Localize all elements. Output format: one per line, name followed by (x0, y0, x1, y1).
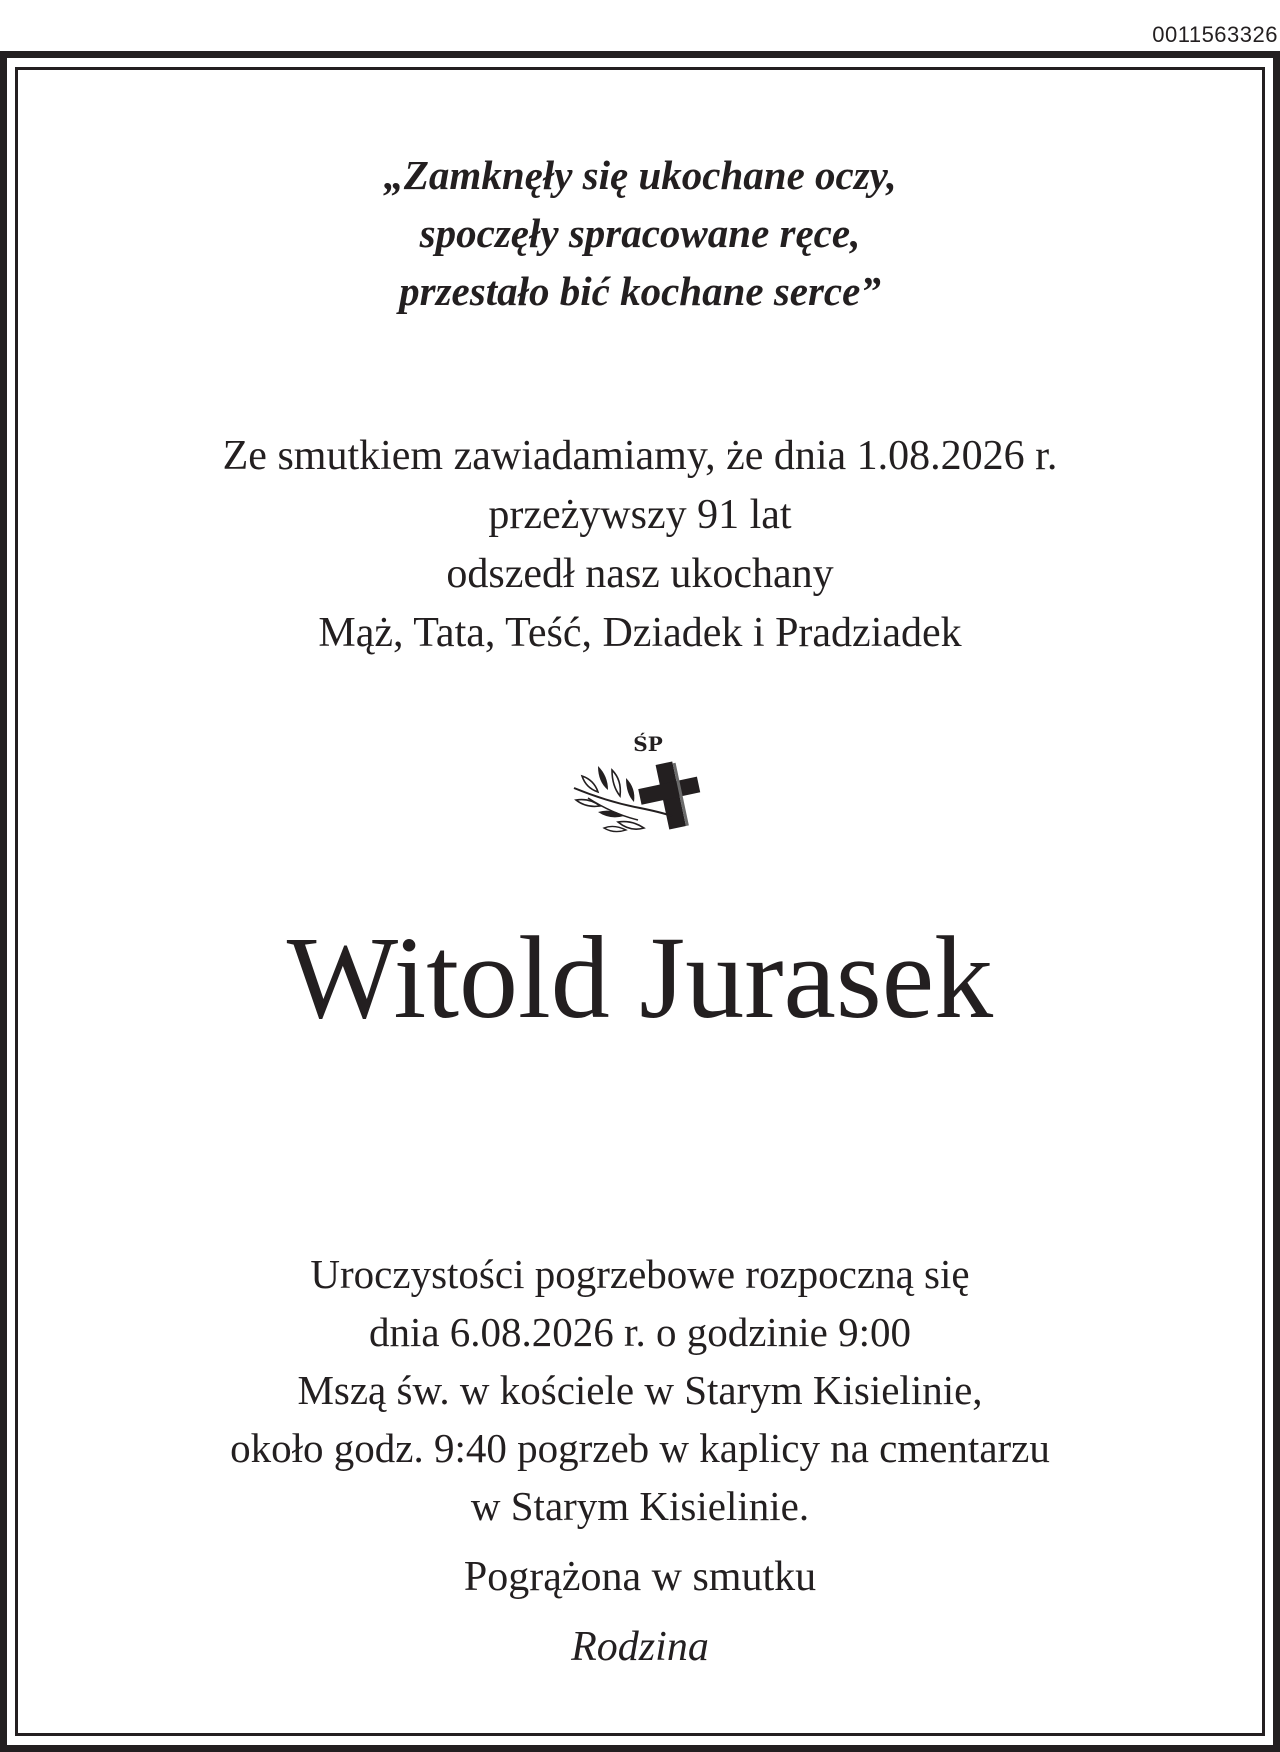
funeral-line: Mszą św. w kościele w Starym Kisielinie, (297, 1367, 983, 1413)
memorial-emblem (568, 732, 728, 842)
quote-line: przestało bić kochane serce” (399, 268, 881, 314)
memorial-quote (18, 146, 1262, 320)
signature: Rodzina (571, 1624, 709, 1670)
notice-id: 0011563326 (1152, 22, 1278, 47)
funeral-line: w Starym Kisielinie. (470, 1483, 810, 1529)
death-announcement (18, 427, 1262, 663)
deceased-name: Witold Jurasek (286, 912, 994, 1043)
quote-line: spoczęły spracowane ręce, (419, 210, 861, 256)
cross-with-branch-icon (568, 758, 728, 838)
closing-phrase: Pogrążona w smutku (463, 1554, 817, 1600)
emblem-text: ŚP (633, 732, 663, 756)
funeral-line: dnia 6.08.2026 r. o godzinie 9:00 (368, 1309, 912, 1355)
announcement-line: Ze smutkiem zawiadamiamy, że dnia 1.08.2026 r. (222, 433, 1058, 479)
announcement-line: Mąż, Tata, Teść, Dziadek i Pradziadek (318, 610, 962, 656)
obituary-content (18, 70, 1262, 1733)
funeral-details (18, 1245, 1262, 1535)
funeral-line: Uroczystości pogrzebowe rozpoczną się (310, 1251, 970, 1297)
quote-line: „Zamknęły się ukochane oczy, (383, 152, 897, 198)
announcement-line: odszedł nasz ukochany (446, 551, 834, 597)
announcement-line: przeżywszy 91 lat (488, 492, 792, 538)
funeral-line: około godz. 9:40 pogrzeb w kaplicy na cmentarzu (230, 1425, 1050, 1471)
